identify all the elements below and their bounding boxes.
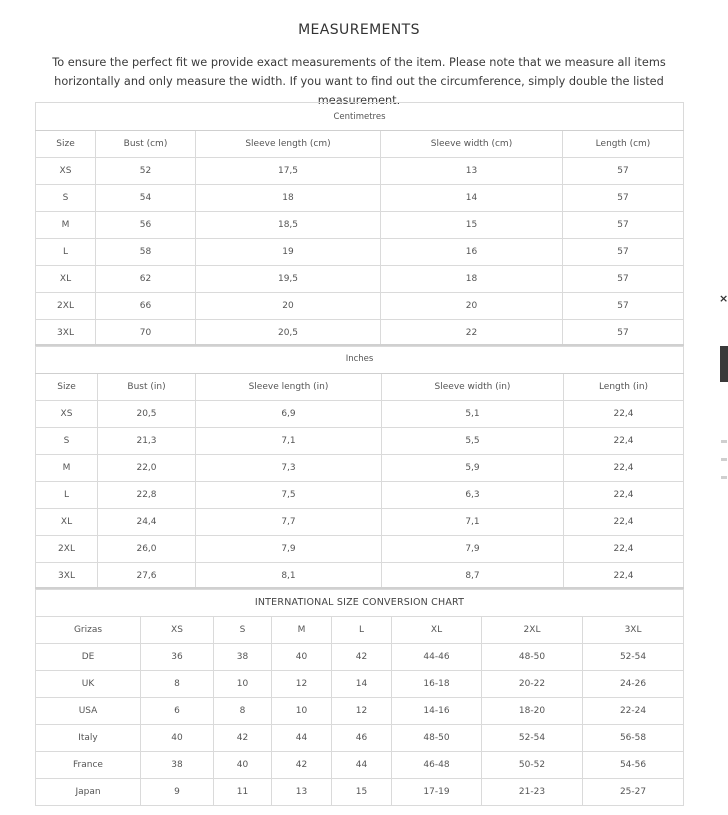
table-cell: 54-56 <box>583 751 684 778</box>
row-label: UK <box>36 670 141 697</box>
table-cell: 8 <box>214 697 272 724</box>
column-header: XS <box>141 616 214 643</box>
table-cell: 9 <box>141 778 214 805</box>
column-header: Size <box>36 373 98 400</box>
row-label: L <box>36 481 98 508</box>
header-row <box>36 131 684 158</box>
table-cell: 54 <box>96 185 196 212</box>
column-header: Grizas <box>36 616 141 643</box>
centimetres-table <box>35 102 683 347</box>
row-label: 2XL <box>36 535 98 562</box>
table-cell: 5,5 <box>382 427 564 454</box>
column-header: Size <box>36 131 96 158</box>
row-label: M <box>36 454 98 481</box>
table-row <box>36 266 684 293</box>
inches-caption: Inches <box>36 345 684 373</box>
table-cell: 7,1 <box>196 427 382 454</box>
table-cell: 48-50 <box>482 643 583 670</box>
table-cell: 6 <box>141 697 214 724</box>
table-cell: 24,4 <box>98 508 196 535</box>
background-text-fragment <box>721 440 727 443</box>
row-label: 2XL <box>36 293 96 320</box>
table-cell: 57 <box>563 158 684 185</box>
table-cell: 13 <box>272 778 332 805</box>
table-row <box>36 778 684 805</box>
row-label: S <box>36 185 96 212</box>
table-cell: 40 <box>214 751 272 778</box>
page-title: MEASUREMENTS <box>298 22 420 38</box>
row-label: 3XL <box>36 562 98 589</box>
table-cell: 22 <box>381 320 563 347</box>
table-cell: 22,8 <box>98 481 196 508</box>
table-cell: 46-48 <box>392 751 482 778</box>
table-cell: 18 <box>381 266 563 293</box>
table-cell: 6,3 <box>382 481 564 508</box>
table-cell: 6,9 <box>196 400 382 427</box>
table-row <box>36 724 684 751</box>
table-cell: 22,4 <box>564 481 684 508</box>
table-cell: 57 <box>563 320 684 347</box>
table-row <box>36 212 684 239</box>
row-label: XL <box>36 508 98 535</box>
row-label: 3XL <box>36 320 96 347</box>
inches-table <box>35 344 683 590</box>
table-cell: 17,5 <box>196 158 381 185</box>
table-cell: 19,5 <box>196 266 381 293</box>
table-cell: 50-52 <box>482 751 583 778</box>
table-cell: 7,7 <box>196 508 382 535</box>
row-label: XL <box>36 266 96 293</box>
table-cell: 46 <box>332 724 392 751</box>
table-cell: 24-26 <box>583 670 684 697</box>
table-cell: 70 <box>96 320 196 347</box>
row-label: Italy <box>36 724 141 751</box>
column-header: Bust (cm) <box>96 131 196 158</box>
table-cell: 44-46 <box>392 643 482 670</box>
table-cell: 18 <box>196 185 381 212</box>
table-cell: 17-19 <box>392 778 482 805</box>
header-row <box>36 616 684 643</box>
table-cell: 5,1 <box>382 400 564 427</box>
table-cell: 14 <box>332 670 392 697</box>
column-header: Sleeve width (cm) <box>381 131 563 158</box>
table-cell: 11 <box>214 778 272 805</box>
close-icon[interactable]: × <box>719 292 728 305</box>
table-row <box>36 751 684 778</box>
column-header: Sleeve width (in) <box>382 373 564 400</box>
table-cell: 16 <box>381 239 563 266</box>
table-cell: 10 <box>272 697 332 724</box>
table-cell: 14 <box>381 185 563 212</box>
table-cell: 16-18 <box>392 670 482 697</box>
table-cell: 7,9 <box>196 535 382 562</box>
table-cell: 20,5 <box>98 400 196 427</box>
row-label: XS <box>36 158 96 185</box>
table-cell: 42 <box>272 751 332 778</box>
column-header: L <box>332 616 392 643</box>
table-cell: 7,5 <box>196 481 382 508</box>
table-cell: 5,9 <box>382 454 564 481</box>
table-cell: 57 <box>563 266 684 293</box>
table-cell: 22-24 <box>583 697 684 724</box>
background-scroll-bar <box>720 346 728 382</box>
column-header: Length (in) <box>564 373 684 400</box>
table-row <box>36 481 684 508</box>
table-row <box>36 697 684 724</box>
table-cell: 38 <box>214 643 272 670</box>
table-cell: 20 <box>381 293 563 320</box>
column-header: Sleeve length (cm) <box>196 131 381 158</box>
centimetres-caption: Centimetres <box>36 103 684 131</box>
table-cell: 22,4 <box>564 508 684 535</box>
background-text-fragment <box>721 476 727 479</box>
background-text-fragment <box>721 458 727 461</box>
table-cell: 18,5 <box>196 212 381 239</box>
row-label: Japan <box>36 778 141 805</box>
table-cell: 38 <box>141 751 214 778</box>
column-header: 2XL <box>482 616 583 643</box>
table-cell: 40 <box>141 724 214 751</box>
table-cell: 52 <box>96 158 196 185</box>
row-label: France <box>36 751 141 778</box>
table-cell: 62 <box>96 266 196 293</box>
table-cell: 8,7 <box>382 562 564 589</box>
table-cell: 7,3 <box>196 454 382 481</box>
column-header: 3XL <box>583 616 684 643</box>
row-label: M <box>36 212 96 239</box>
table-cell: 10 <box>214 670 272 697</box>
table-cell: 15 <box>381 212 563 239</box>
table-cell: 7,9 <box>382 535 564 562</box>
table-cell: 57 <box>563 239 684 266</box>
row-label: DE <box>36 643 141 670</box>
column-header: S <box>214 616 272 643</box>
table-cell: 8,1 <box>196 562 382 589</box>
table-row <box>36 508 684 535</box>
table-cell: 44 <box>272 724 332 751</box>
table-cell: 20 <box>196 293 381 320</box>
table-cell: 25-27 <box>583 778 684 805</box>
table-row <box>36 670 684 697</box>
table-row <box>36 400 684 427</box>
table-row <box>36 185 684 212</box>
conversion-caption: INTERNATIONAL SIZE CONVERSION CHART <box>36 588 684 616</box>
header-row <box>36 373 684 400</box>
table-cell: 42 <box>214 724 272 751</box>
table-cell: 22,4 <box>564 535 684 562</box>
table-row <box>36 293 684 320</box>
table-cell: 12 <box>272 670 332 697</box>
table-cell: 22,4 <box>564 562 684 589</box>
table-cell: 7,1 <box>382 508 564 535</box>
table-cell: 57 <box>563 212 684 239</box>
row-label: L <box>36 239 96 266</box>
table-cell: 66 <box>96 293 196 320</box>
column-header: Bust (in) <box>98 373 196 400</box>
table-cell: 57 <box>563 293 684 320</box>
table-cell: 20,5 <box>196 320 381 347</box>
column-header: Sleeve length (in) <box>196 373 382 400</box>
table-cell: 13 <box>381 158 563 185</box>
table-cell: 22,0 <box>98 454 196 481</box>
table-cell: 52-54 <box>482 724 583 751</box>
table-cell: 36 <box>141 643 214 670</box>
table-row <box>36 239 684 266</box>
table-cell: 56 <box>96 212 196 239</box>
column-header: XL <box>392 616 482 643</box>
intro-text: To ensure the perfect fit we provide exact measurements of the item. Please note that we measure all items horizontally and only measure the width. If you want to find out the circumference, simply double the listed measurement. <box>52 56 666 107</box>
table-row <box>36 535 684 562</box>
table-cell: 56-58 <box>583 724 684 751</box>
table-cell: 21-23 <box>482 778 583 805</box>
table-cell: 15 <box>332 778 392 805</box>
table-cell: 22,4 <box>564 427 684 454</box>
table-cell: 40 <box>272 643 332 670</box>
table-row <box>36 158 684 185</box>
table-cell: 58 <box>96 239 196 266</box>
table-cell: 12 <box>332 697 392 724</box>
table-cell: 14-16 <box>392 697 482 724</box>
table-cell: 48-50 <box>392 724 482 751</box>
table-row <box>36 320 684 347</box>
row-label: S <box>36 427 98 454</box>
table-cell: 22,4 <box>564 400 684 427</box>
table-row <box>36 562 684 589</box>
table-cell: 18-20 <box>482 697 583 724</box>
table-cell: 27,6 <box>98 562 196 589</box>
table-cell: 44 <box>332 751 392 778</box>
table-row <box>36 643 684 670</box>
table-cell: 22,4 <box>564 454 684 481</box>
table-cell: 8 <box>141 670 214 697</box>
table-cell: 42 <box>332 643 392 670</box>
conversion-table <box>35 587 683 806</box>
table-row <box>36 427 684 454</box>
row-label: USA <box>36 697 141 724</box>
column-header: M <box>272 616 332 643</box>
table-cell: 26,0 <box>98 535 196 562</box>
table-cell: 20-22 <box>482 670 583 697</box>
row-label: XS <box>36 400 98 427</box>
table-row <box>36 454 684 481</box>
background-overlay-edge <box>719 0 728 815</box>
table-cell: 19 <box>196 239 381 266</box>
table-cell: 57 <box>563 185 684 212</box>
column-header: Length (cm) <box>563 131 684 158</box>
table-cell: 21,3 <box>98 427 196 454</box>
table-cell: 52-54 <box>583 643 684 670</box>
